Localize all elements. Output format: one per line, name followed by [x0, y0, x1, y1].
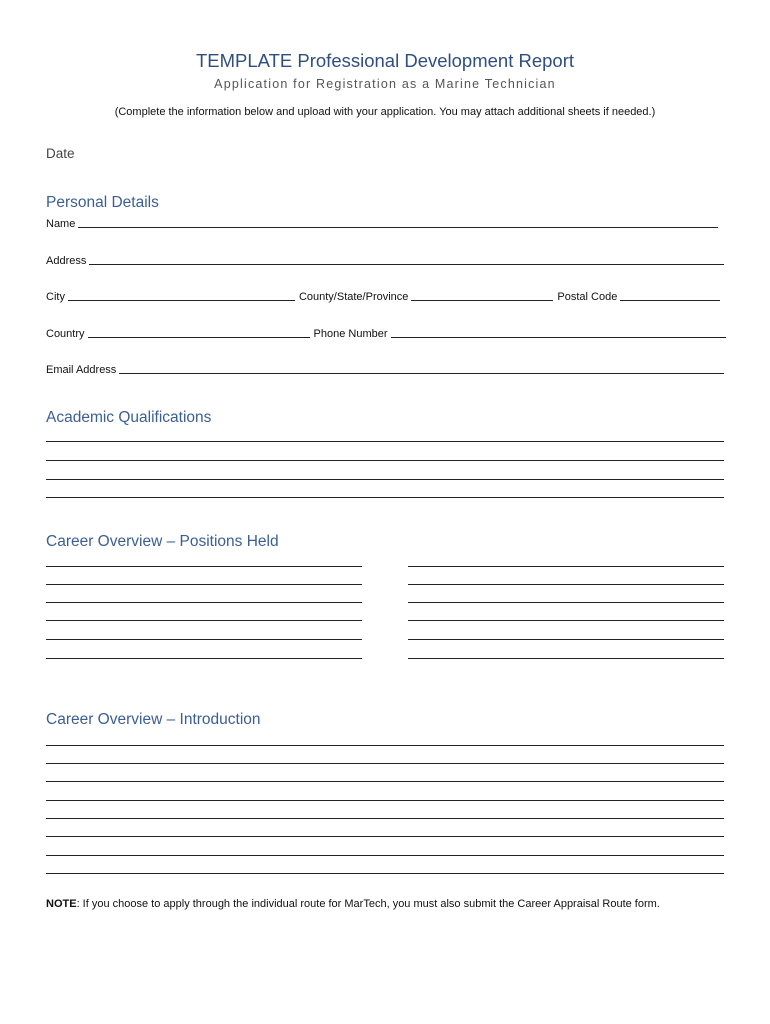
positions-line-left[interactable] [46, 620, 362, 621]
postal-code-label: Postal Code [557, 291, 618, 303]
introduction-line[interactable] [46, 763, 724, 764]
introduction-line[interactable] [46, 818, 724, 819]
introduction-heading: Career Overview – Introduction [46, 711, 261, 728]
positions-line-right[interactable] [408, 620, 724, 621]
positions-line-right[interactable] [408, 602, 724, 603]
address-label: Address [46, 255, 87, 267]
name-label: Name [46, 218, 76, 230]
note-text: : If you choose to apply through the individual route for MarTech, you must also submit the Career Appraisal Route form. [76, 898, 660, 910]
county-line[interactable] [411, 300, 553, 301]
country-line[interactable] [88, 337, 310, 338]
date-label: Date [46, 146, 75, 161]
note-label: NOTE [46, 898, 77, 910]
county-label: County/State/Province [298, 291, 409, 303]
address-line[interactable] [89, 264, 724, 265]
positions-line-right[interactable] [408, 639, 724, 640]
personal-details-heading: Personal Details [46, 194, 159, 211]
academic-line[interactable] [46, 460, 724, 461]
email-label: Email Address [46, 364, 117, 376]
introduction-line[interactable] [46, 800, 724, 801]
phone-number-label: Phone Number [313, 328, 388, 340]
academic-line[interactable] [46, 497, 724, 498]
positions-line-right[interactable] [408, 566, 724, 567]
name-line[interactable] [78, 227, 718, 228]
country-label: Country [46, 328, 85, 340]
positions-line-left[interactable] [46, 602, 362, 603]
positions-line-left[interactable] [46, 639, 362, 640]
positions-line-right[interactable] [408, 658, 724, 659]
academic-line[interactable] [46, 441, 724, 442]
page-title: TEMPLATE Professional Development Report [195, 50, 575, 71]
city-row [46, 289, 720, 303]
city-label: City [46, 291, 65, 303]
email-line[interactable] [119, 373, 724, 374]
email-field[interactable] [46, 362, 724, 376]
country-row [46, 326, 726, 340]
city-line[interactable] [68, 300, 295, 301]
academic-qualifications-heading: Academic Qualifications [46, 409, 212, 426]
positions-line-left[interactable] [46, 658, 362, 659]
introduction-line[interactable] [46, 836, 724, 837]
instructions: (Complete the information below and upload with your application. You may attach additional sheets if needed.) [114, 106, 656, 118]
positions-line-left[interactable] [46, 566, 362, 567]
positions-line-left[interactable] [46, 584, 362, 585]
academic-line[interactable] [46, 479, 724, 480]
postal-code-line[interactable] [620, 300, 720, 301]
introduction-line[interactable] [46, 745, 724, 746]
positions-held-heading: Career Overview – Positions Held [46, 533, 279, 550]
note-paragraph [46, 895, 726, 914]
introduction-line[interactable] [46, 855, 724, 856]
name-field[interactable] [46, 216, 718, 230]
page-subtitle: Application for Registration as a Marine Technician [214, 77, 556, 91]
introduction-line[interactable] [46, 781, 724, 782]
introduction-line[interactable] [46, 873, 724, 874]
address-field[interactable] [46, 253, 724, 267]
positions-line-right[interactable] [408, 584, 724, 585]
phone-number-line[interactable] [391, 337, 726, 338]
